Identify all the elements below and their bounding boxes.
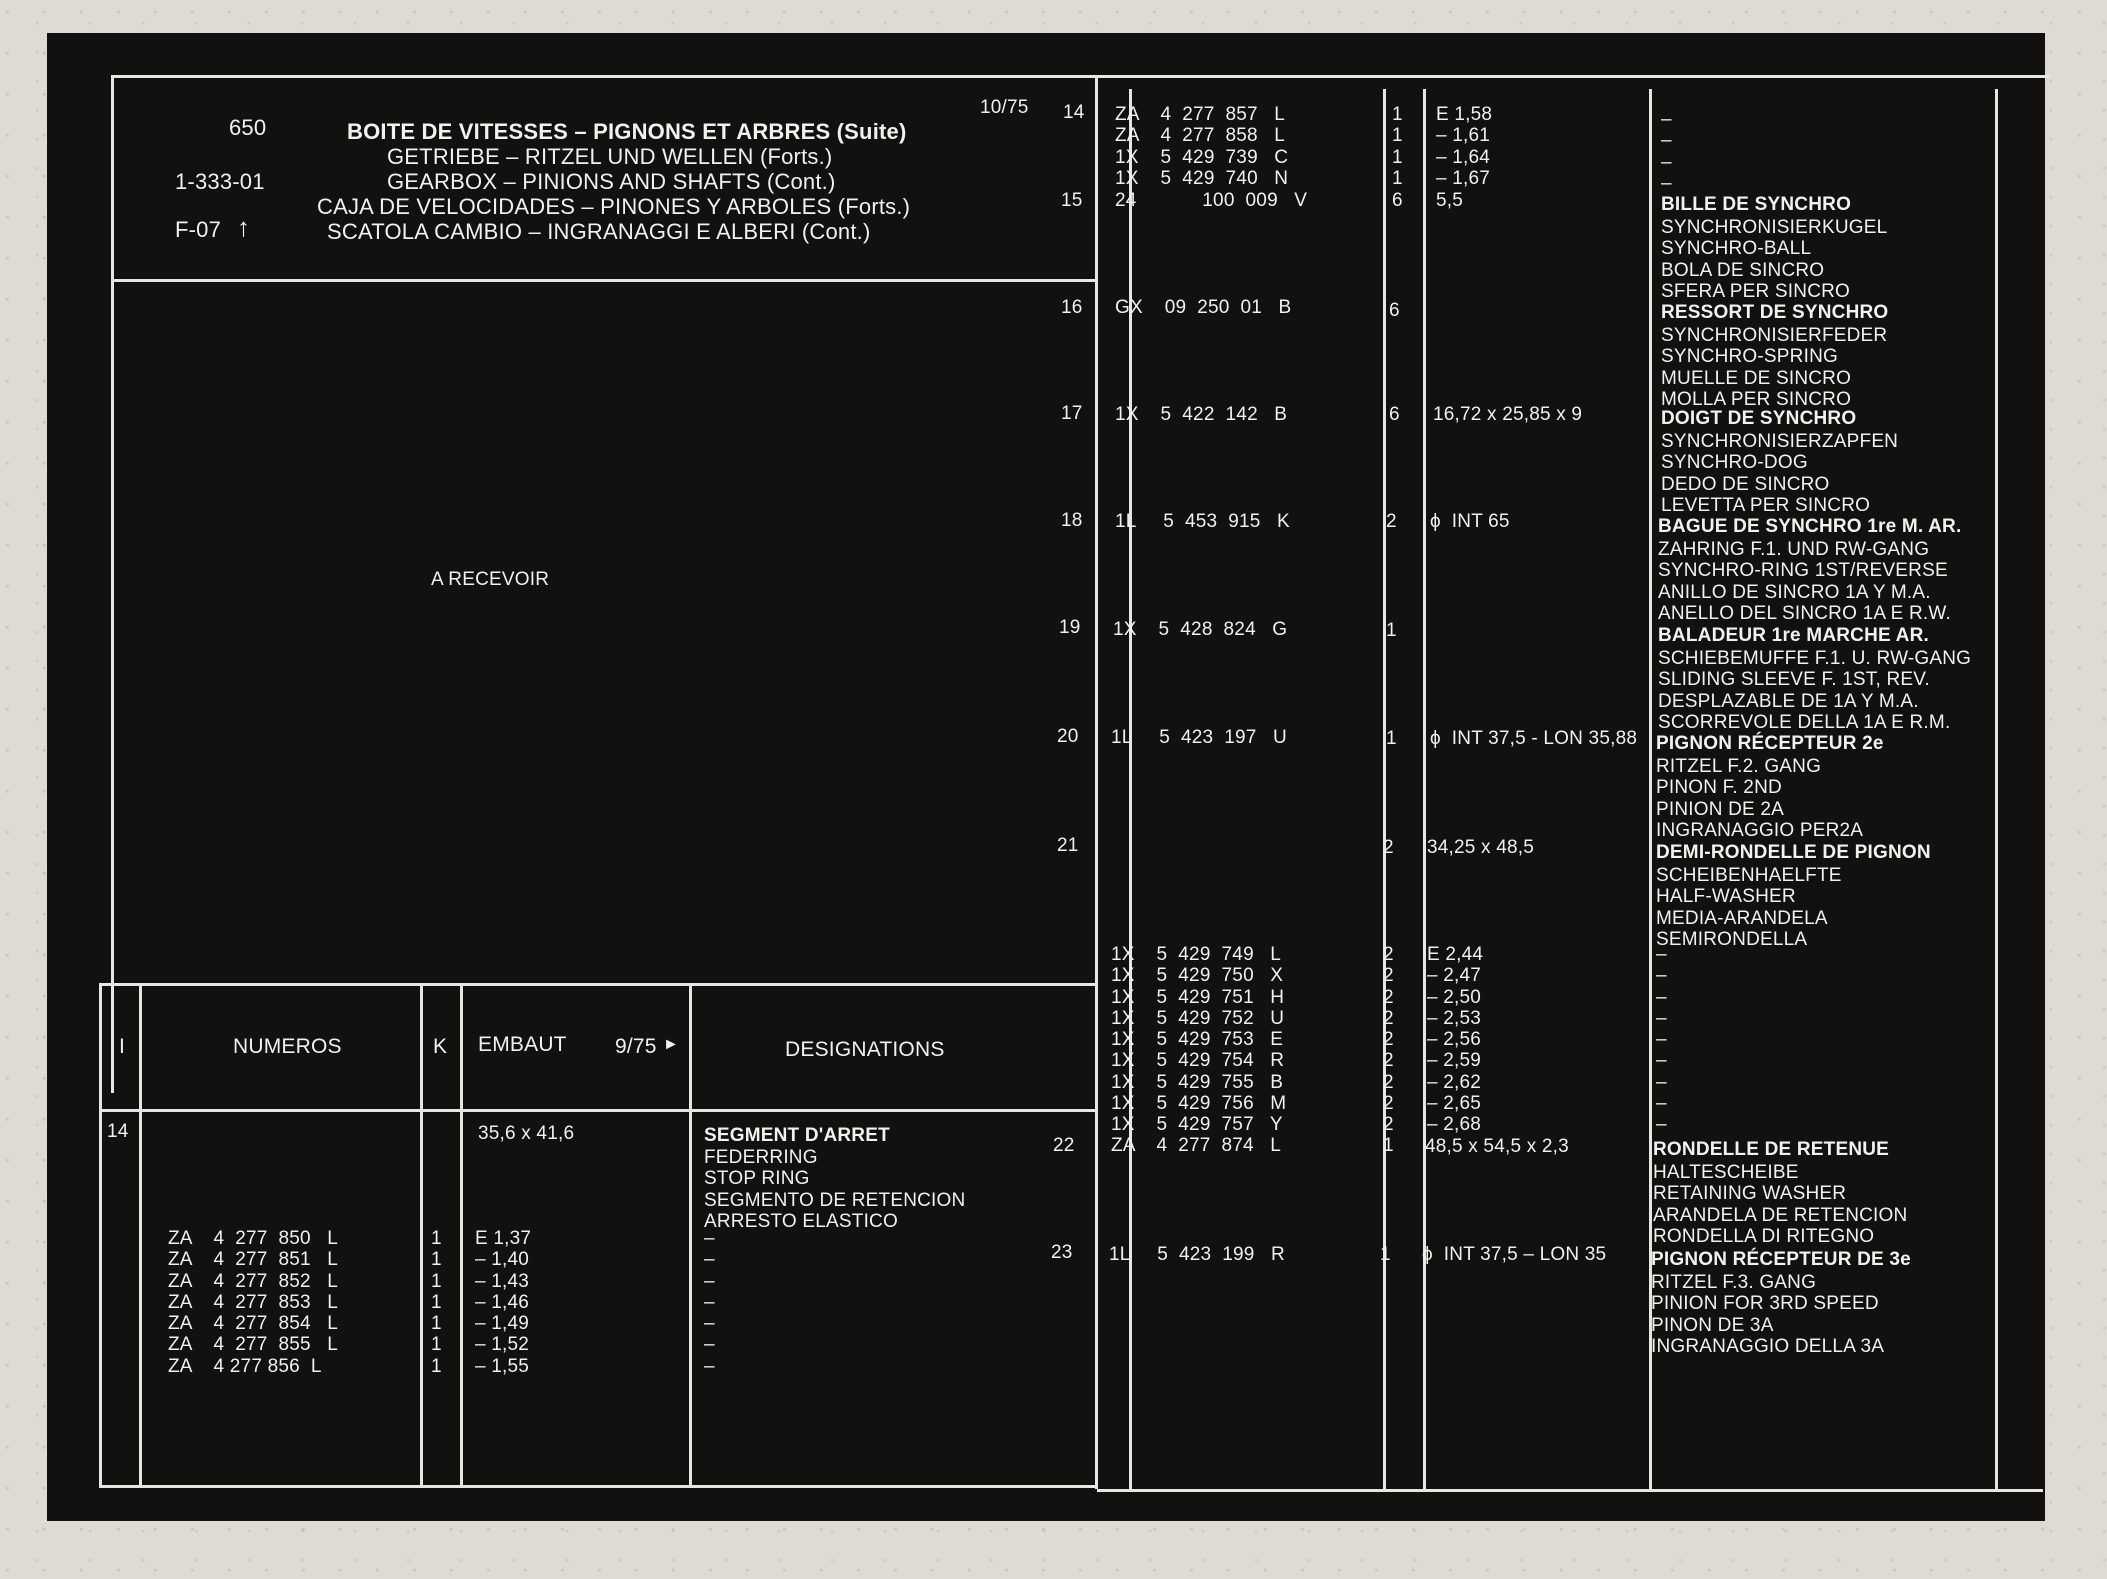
catalog-subcode: 1-333-01: [175, 169, 265, 194]
entry-18-embaut: ϕ INT 65: [1430, 511, 1510, 532]
entry-22-part-number: ZA 4 277 874 L: [1111, 1135, 1282, 1156]
left-entry-dimension: 35,6 x 41,6: [478, 1123, 575, 1144]
entry-17-index: 17: [1061, 403, 1083, 424]
left-entry-designation-main: SEGMENT D'ARRET: [704, 1125, 890, 1146]
entry-14-designations: – – – –: [1661, 109, 1672, 194]
entry-21-embaut-values: E 2,44 – 2,47 – 2,50 – 2,53 – 2,56 – 2,59 – 2,62 – 2,65 – 2,68: [1427, 944, 1484, 1136]
entry-23-part-number: 1L 5 423 199 R: [1109, 1244, 1285, 1265]
entry-22-quantity: 1: [1383, 1135, 1394, 1156]
frame-top: [111, 75, 2051, 78]
right-col-line-4: [1423, 89, 1426, 1489]
entry-19-designation-main: BALADEUR 1re MARCHE AR.: [1658, 625, 1929, 646]
entry-20-embaut: ϕ INT 37,5 - LON 35,88: [1430, 728, 1638, 749]
entry-21-quantity: 2: [1383, 837, 1394, 858]
entry-15-designation-main: BILLE DE SYNCHRO: [1661, 194, 1852, 215]
entry-19-quantity: 1: [1386, 620, 1397, 641]
entry-16-index: 16: [1061, 297, 1083, 318]
frame-left: [111, 75, 114, 1093]
entry-19-index: 19: [1059, 617, 1081, 638]
entry-21-index: 21: [1057, 835, 1079, 856]
left-col-line-1: [139, 983, 142, 1488]
left-entry-designation-lines: FEDERRING STOP RING SEGMENTO DE RETENCION ARRESTO ELASTICO: [704, 1147, 966, 1232]
entry-20-index: 20: [1057, 726, 1079, 747]
entry-19-part-number: 1X 5 428 824 G: [1113, 619, 1288, 640]
title-english: GEARBOX – PINIONS AND SHAFTS (Cont.): [387, 169, 836, 194]
entry-22-designation-main: RONDELLE DE RETENUE: [1653, 1139, 1890, 1160]
left-entry-part-numbers: ZA 4 277 850 L ZA 4 277 851 L ZA 4 277 852 L ZA 4 277 853 L ZA 4 277 854 L ZA 4 277 855 L ZA 4 277 856 L: [168, 1228, 339, 1377]
left-entry-designations: – – – – – – –: [704, 1228, 715, 1377]
frame-bottom-right: [1097, 1489, 2043, 1492]
entry-18-index: 18: [1061, 510, 1083, 531]
entry-15-quantity: 6: [1392, 190, 1403, 211]
frame-left-lower: [99, 983, 102, 1488]
entry-18-designation-main: BAGUE DE SYNCHRO 1re M. AR.: [1658, 516, 1962, 537]
entry-20-quantity: 1: [1386, 728, 1397, 749]
title-italian: SCATOLA CAMBIO – INGRANAGGI E ALBERI (Cont.): [327, 219, 871, 244]
image-placeholder-text: A RECEVOIR: [431, 569, 550, 590]
entry-22-designation-lines: HALTESCHEIBE RETAINING WASHER ARANDELA DE RETENCION RONDELLA DI RITEGNO: [1653, 1162, 1908, 1247]
right-triangle-icon: ►: [663, 1036, 680, 1053]
entry-16-designation-main: RESSORT DE SYNCHRO: [1661, 302, 1889, 323]
entry-21-embaut: 34,25 x 48,5: [1427, 837, 1534, 858]
entry-17-embaut: 16,72 x 25,85 x 9: [1433, 404, 1583, 425]
title-german: GETRIEBE – RITZEL UND WELLEN (Forts.): [387, 144, 833, 169]
left-entry-index: 14: [107, 1121, 129, 1142]
entry-16-quantity: 6: [1389, 300, 1400, 321]
entry-16-part-number: GX 09 250 01 B: [1115, 297, 1292, 318]
title-spanish: CAJA DE VELOCIDADES – PINONES Y ARBOLES (Forts.): [317, 194, 911, 219]
entry-14-embaut-values: E 1,58 – 1,61 – 1,64 – 1,67: [1436, 104, 1493, 189]
left-col-line-2: [420, 983, 423, 1488]
entry-14-index: 14: [1063, 102, 1085, 123]
entry-21-designations: – – – – – – – – –: [1656, 944, 1667, 1136]
entry-20-designation-main: PIGNON RÉCEPTEUR 2e: [1656, 733, 1884, 754]
frame-right: [1995, 89, 1998, 1489]
entry-15-part-number: 24 100 009 V: [1115, 190, 1308, 211]
colhead-designations: DESIGNATIONS: [785, 1038, 945, 1061]
left-col-line-4: [689, 983, 692, 1488]
entry-21-designation-main: DEMI-RONDELLE DE PIGNON: [1656, 842, 1931, 863]
entry-15-designation-lines: SYNCHRONISIERKUGEL SYNCHRO-BALL BOLA DE SINCRO SFERA PER SINCRO: [1661, 217, 1888, 302]
colhead-embaut: EMBAUT: [478, 1033, 567, 1056]
colhead-embaut-date: 9/75: [615, 1035, 657, 1058]
entry-22-embaut: 48,5 x 54,5 x 2,3: [1425, 1136, 1569, 1157]
colhead-numeros: NUMEROS: [233, 1035, 342, 1058]
entry-20-designation-lines: RITZEL F.2. GANG PINON F. 2ND PINION DE 2A INGRANAGGIO PER2A: [1656, 756, 1864, 841]
right-col-line-1: [1095, 75, 1098, 1489]
colhead-bottom-line: [99, 1109, 1095, 1112]
parts-catalog-card: [47, 33, 2045, 1521]
entry-17-part-number: 1X 5 422 142 B: [1115, 404, 1288, 425]
right-col-line-3: [1383, 89, 1386, 1489]
entry-23-designation-lines: RITZEL F.3. GANG PINION FOR 3RD SPEED PINON DE 3A INGRANAGGIO DELLA 3A: [1651, 1272, 1885, 1357]
entry-15-index: 15: [1061, 190, 1083, 211]
frame-bottom-left: [99, 1485, 1097, 1488]
left-col-line-3: [460, 983, 463, 1488]
entry-23-quantity: 1: [1380, 1244, 1391, 1265]
entry-23-index: 23: [1051, 1242, 1073, 1263]
catalog-figure-code: F-07: [175, 217, 222, 242]
entry-21-designation-lines: SCHEIBENHAELFTE HALF-WASHER MEDIA-ARANDELA SEMIRONDELLA: [1656, 865, 1842, 950]
image-bottom-line: [99, 983, 1095, 986]
entry-18-quantity: 2: [1386, 511, 1397, 532]
header-date: 10/75: [980, 97, 1029, 118]
header-divider: [111, 279, 1095, 282]
left-entry-quantities: 1 1 1 1 1 1 1: [431, 1228, 442, 1377]
entry-18-part-number: 1L 5 453 915 K: [1115, 511, 1290, 532]
entry-21-part-numbers: 1X 5 429 749 L 1X 5 429 750 X 1X 5 429 751 H 1X 5 429 752 U 1X 5 429 753 E 1X 5 429 754 R 1X 5 429 755 B 1X 5 429 756 M 1X 5 429 757 Y: [1111, 944, 1287, 1136]
colhead-index: I: [119, 1035, 126, 1058]
catalog-code: 650: [229, 115, 267, 140]
entry-22-index: 22: [1053, 1135, 1075, 1156]
entry-19-designation-lines: SCHIEBEMUFFE F.1. U. RW-GANG SLIDING SLEEVE F. 1ST, REV. DESPLAZABLE DE 1A Y M.A. SCORREVOLE DELLA 1A E R.M.: [1658, 648, 1972, 733]
entry-14-quantities: 1 1 1 1: [1392, 104, 1403, 189]
entry-23-embaut: ϕ INT 37,5 – LON 35: [1422, 1244, 1607, 1265]
entry-14-part-numbers: ZA 4 277 857 L ZA 4 277 858 L 1X 5 429 739 C 1X 5 429 740 N: [1115, 104, 1289, 189]
left-entry-embaut-values: E 1,37 – 1,40 – 1,43 – 1,46 – 1,49 – 1,52 – 1,55: [475, 1228, 532, 1377]
entry-17-quantity: 6: [1389, 404, 1400, 425]
entry-15-embaut: 5,5: [1436, 190, 1464, 211]
entry-18-designation-lines: ZAHRING F.1. UND RW-GANG SYNCHRO-RING 1ST/REVERSE ANILLO DE SINCRO 1A Y M.A. ANELLO DEL SINCRO 1A E R.W.: [1658, 539, 1951, 624]
entry-17-designation-main: DOIGT DE SYNCHRO: [1661, 408, 1857, 429]
up-arrow-icon: ↑: [237, 212, 251, 242]
entry-17-designation-lines: SYNCHRONISIERZAPFEN SYNCHRO-DOG DEDO DE SINCRO LEVETTA PER SINCRO: [1661, 431, 1899, 516]
colhead-k: K: [433, 1035, 448, 1058]
entry-20-part-number: 1L 5 423 197 U: [1111, 727, 1287, 748]
title-french: BOITE DE VITESSES – PIGNONS ET ARBRES (Suite): [347, 119, 907, 144]
entry-23-designation-main: PIGNON RÉCEPTEUR DE 3e: [1651, 1249, 1911, 1270]
entry-21-quantities: 2 2 2 2 2 2 2 2 2: [1383, 944, 1394, 1136]
entry-16-designation-lines: SYNCHRONISIERFEDER SYNCHRO-SPRING MUELLE DE SINCRO MOLLA PER SINCRO: [1661, 325, 1888, 410]
